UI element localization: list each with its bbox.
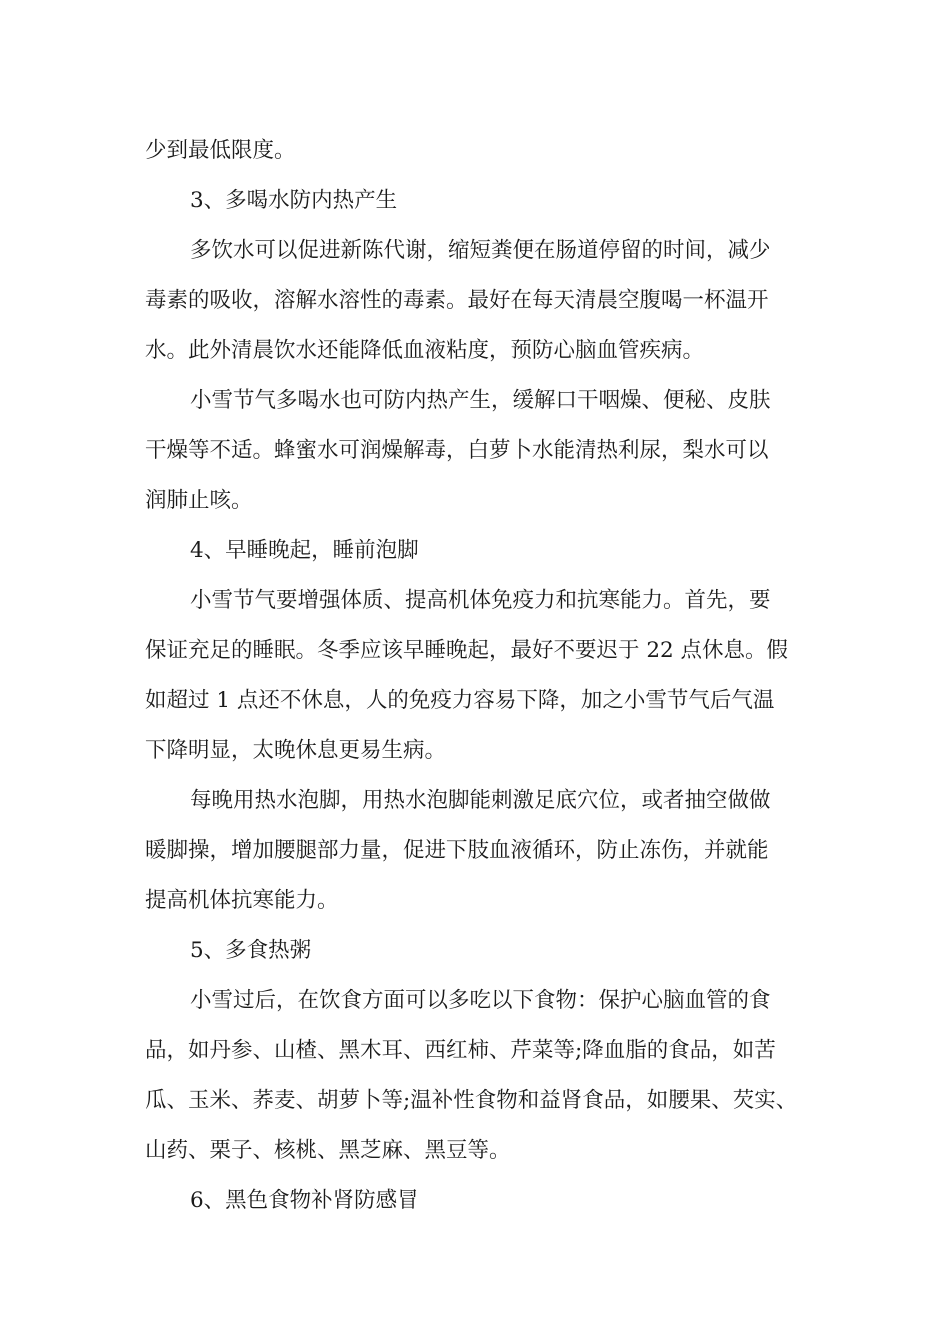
text-line-8: 润肺止咳。	[145, 488, 253, 513]
text-line-6: 小雪节气多喝水也可防内热产生，缓解口干咽燥、便秘、皮肤	[190, 388, 771, 413]
text-line-7: 干燥等不适。蜂蜜水可润燥解毒，白萝卜水能清热利尿，梨水可以	[145, 438, 769, 463]
text-line-12: 如超过 1 点还不休息，人的免疫力容易下降，加之小雪节气后气温	[145, 688, 775, 713]
text-line-19: 品，如丹参、山楂、黑木耳、西红柿、芹菜等;降血脂的食品，如苦	[145, 1038, 776, 1063]
text-line-18: 小雪过后，在饮食方面可以多吃以下食物：保护心脑血管的食	[190, 988, 771, 1013]
text-line-5: 水。此外清晨饮水还能降低血液粘度，预防心脑血管疾病。	[145, 338, 705, 363]
text-line-1: 少到最低限度。	[145, 138, 296, 163]
text-line-16: 提高机体抗寒能力。	[145, 888, 339, 913]
text-line-13: 下降明显，太晚休息更易生病。	[145, 738, 447, 763]
section-heading-4: 4、早睡晚起，睡前泡脚	[190, 538, 419, 563]
section-heading-6: 6、黑色食物补肾防感冒	[190, 1188, 419, 1213]
text-line-3: 多饮水可以促进新陈代谢，缩短粪便在肠道停留的时间，减少	[190, 238, 771, 263]
text-line-4: 毒素的吸收，溶解水溶性的毒素。最好在每天清晨空腹喝一杯温开	[145, 288, 769, 313]
section-heading-3: 3、多喝水防内热产生	[190, 188, 398, 213]
text-line-10: 小雪节气要增强体质、提高机体免疫力和抗寒能力。首先，要	[190, 588, 771, 613]
text-line-14: 每晚用热水泡脚，用热水泡脚能刺激足底穴位，或者抽空做做	[190, 788, 771, 813]
text-line-20: 瓜、玉米、荞麦、胡萝卜等;温补性食物和益肾食品，如腰果、芡实、	[145, 1088, 798, 1113]
text-line-11: 保证充足的睡眠。冬季应该早睡晚起，最好不要迟于 22 点休息。假	[145, 638, 789, 663]
section-heading-5: 5、多食热粥	[190, 938, 312, 963]
text-line-15: 暖脚操，增加腰腿部力量，促进下肢血液循环，防止冻伤，并就能	[145, 838, 769, 863]
text-line-21: 山药、栗子、核桃、黑芝麻、黑豆等。	[145, 1138, 511, 1163]
